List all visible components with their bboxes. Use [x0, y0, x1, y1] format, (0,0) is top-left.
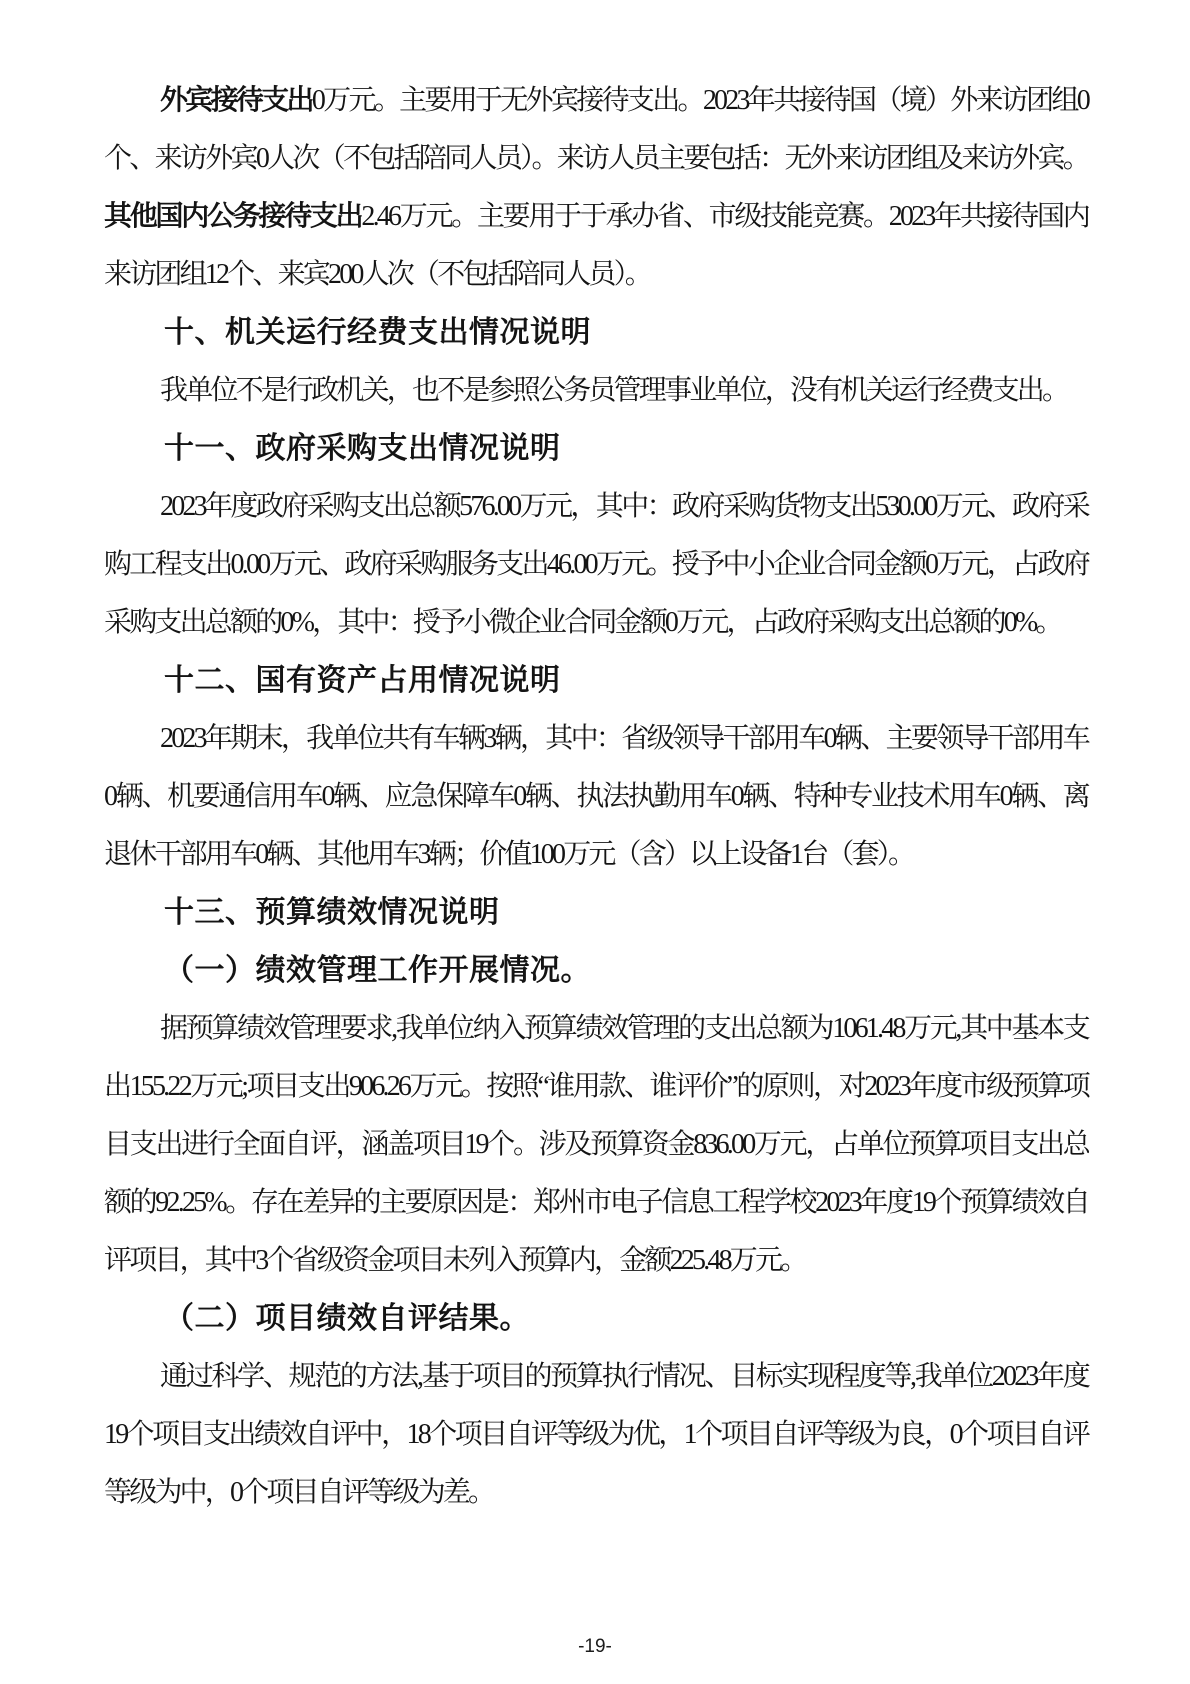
- section-12-paragraph: 2023年期末，我单位共有车辆3辆，其中：省级领导干部用车0辆、主要领导干部用车0辆、机要通信用车0辆、应急保障车0辆、执法执勤用车0辆、特种专业技术用车0辆、离退休干部用车0辆、其他用车3辆；价值100万元（含）以上设备1台（套）。: [104, 723, 1088, 870]
- text-run-domestic-reception-detail: 2.46万元。主要用于于承办省、市级技能竞赛。2023年共接待国内来访团组12个、来宾200人次（不包括陪同人员）。: [104, 201, 1088, 290]
- section-10-heading: 十、机关运行经费支出情况说明: [164, 316, 591, 349]
- section-13-subsection-2-paragraph: 通过科学、规范的方法,基于项目的预算执行情况、目标实现程度等,我单位2023年度19个项目支出绩效自评中，18个项目自评等级为优，1个项目自评等级为良，0个项目自评等级为中，0个项目自评等级为差。: [104, 1361, 1088, 1508]
- section-13-heading: 十三、预算绩效情况说明: [164, 896, 500, 929]
- section-11-heading: 十一、政府采购支出情况说明: [164, 432, 561, 465]
- document-body: [104, 72, 1088, 1522]
- text-run-foreign-reception-detail: 0万元。主要用于无外宾接待支出。2023年共接待国（境）外来访团组0个、来访外宾0人次（不包括陪同人员）。来访人员主要包括：无外来访团组及来访外宾。: [104, 85, 1088, 174]
- section-12-heading: 十二、国有资产占用情况说明: [164, 664, 561, 697]
- bold-run-domestic-reception-label: 其他国内公务接待支出: [104, 201, 362, 232]
- bold-run-foreign-reception-label: 外宾接待支出: [160, 85, 312, 116]
- paragraph-foreign-guest-reception: [104, 72, 1088, 304]
- section-11-paragraph: 2023年度政府采购支出总额576.00万元，其中：政府采购货物支出530.00万元、政府采购工程支出0.00万元、政府采购服务支出46.00万元。授予中小企业合同金额0万元，占政府采购支出总额的0%，其中：授予小微企业合同金额0万元，占政府采购支出总额的0%。: [104, 491, 1088, 638]
- section-13-subsection-1-heading: （一）绩效管理工作开展情况。: [164, 954, 591, 987]
- section-13-subsection-1-paragraph: 据预算绩效管理要求,我单位纳入预算绩效管理的支出总额为1061.48万元,其中基本支出155.22万元;项目支出906.26万元。按照“谁用款、谁评价”的原则，对2023年度市级预算项目支出进行全面自评，涵盖项目19个。涉及预算资金836.00万元，占单位预算项目支出总额的92.25%。存在差异的主要原因是：郑州市电子信息工程学校2023年度19个预算绩效自评项目，其中3个省级资金项目未列入预算内，金额225.48万元。: [104, 1013, 1088, 1276]
- section-10-paragraph: 我单位不是行政机关，也不是参照公务员管理事业单位，没有机关运行经费支出。: [160, 375, 1068, 406]
- page-number: -19-: [578, 1636, 612, 1657]
- section-13-subsection-2-heading: （二）项目绩效自评结果。: [164, 1302, 530, 1335]
